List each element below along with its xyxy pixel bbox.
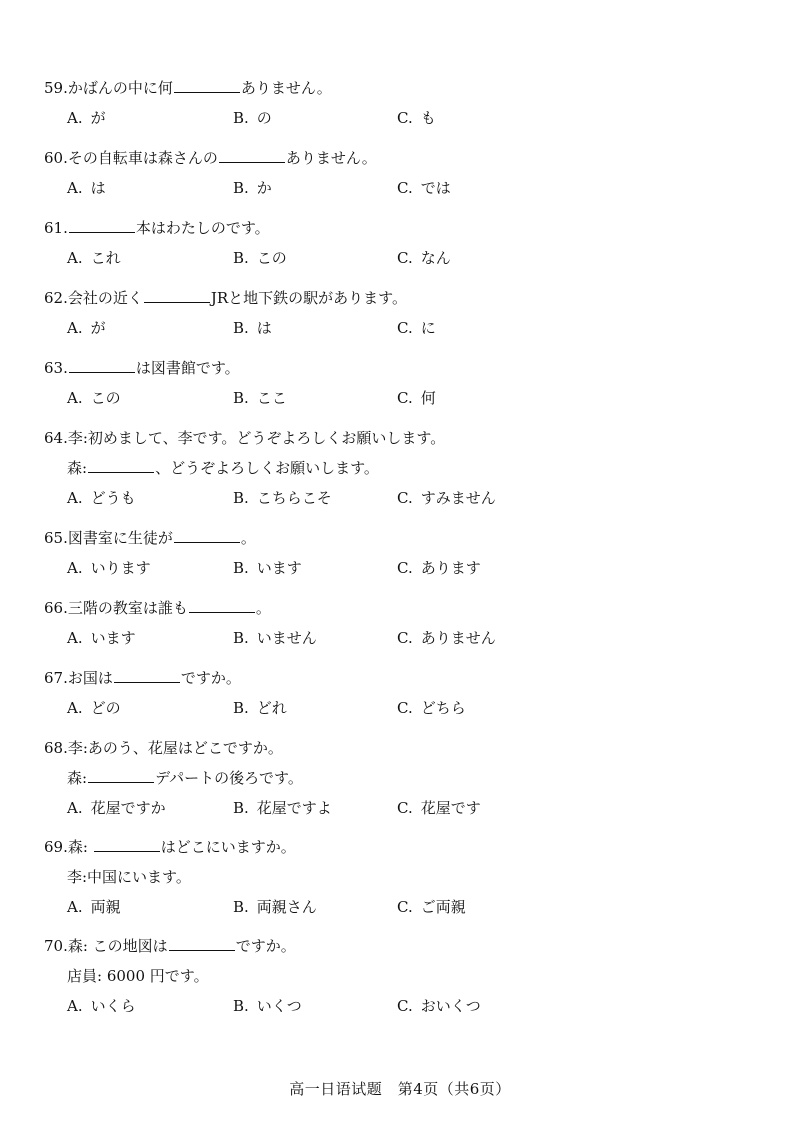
option-b: [233, 243, 287, 273]
option-text: いくつ: [256, 997, 302, 1015]
option-letter: B.: [233, 489, 249, 507]
option-letter: B.: [233, 997, 249, 1015]
answer-blank: [174, 526, 240, 543]
option-text: どの: [90, 699, 121, 717]
question-number: 69.: [44, 838, 68, 856]
question-number: 63.: [44, 359, 68, 377]
option-text: いません: [256, 629, 317, 647]
option-text: いくら: [90, 997, 136, 1015]
option-text: どれ: [256, 699, 287, 717]
option-text: います: [256, 559, 302, 577]
option-a: [67, 553, 151, 583]
stem-text: デパートの後ろです。: [155, 769, 303, 787]
option-text: こちらこそ: [256, 489, 332, 507]
answer-options: [44, 553, 764, 583]
stem-text: 三階の教室は誰も: [67, 599, 188, 617]
question-stem: [44, 832, 764, 862]
option-a: [67, 623, 136, 653]
question-stem: [44, 663, 764, 693]
stem-text: 店員: 6000 円です。: [67, 967, 209, 985]
stem-text: ですか。: [180, 669, 241, 687]
option-letter: C.: [397, 319, 413, 337]
option-a: [67, 793, 166, 823]
option-a: [67, 693, 121, 723]
option-a: [67, 383, 121, 413]
option-text: おいくつ: [420, 997, 481, 1015]
option-b: [233, 892, 317, 922]
option-letter: A.: [67, 629, 83, 647]
answer-options: [44, 892, 764, 922]
option-letter: B.: [233, 179, 249, 197]
option-letter: C.: [397, 249, 413, 267]
question-number: 66.: [44, 599, 68, 617]
option-b: [233, 383, 287, 413]
option-text: 何: [420, 389, 436, 407]
answer-blank: [144, 286, 210, 303]
stem-text: ありません。: [240, 79, 332, 97]
option-letter: A.: [67, 489, 83, 507]
option-a: [67, 313, 106, 343]
option-c: [397, 103, 436, 133]
option-a: [67, 991, 136, 1021]
option-text: どうも: [90, 489, 136, 507]
option-text: では: [420, 179, 451, 197]
option-text: に: [420, 319, 436, 337]
option-text: の: [256, 109, 272, 127]
stem-text: 、どうぞよろしくお願いします。: [155, 459, 379, 477]
answer-blank: [114, 666, 180, 683]
option-letter: B.: [233, 559, 249, 577]
option-a: [67, 103, 106, 133]
option-letter: C.: [397, 629, 413, 647]
question-number: 64.: [44, 429, 68, 447]
answer-options: [44, 173, 764, 203]
answer-blank: [69, 356, 135, 373]
option-letter: A.: [67, 319, 83, 337]
option-letter: C.: [397, 489, 413, 507]
option-text: います: [90, 629, 136, 647]
question-number: 60.: [44, 149, 68, 167]
stem-text: は図書館です。: [135, 359, 240, 377]
option-c: [397, 623, 496, 653]
option-letter: C.: [397, 799, 413, 817]
question-stem: [44, 931, 764, 961]
option-c: [397, 892, 466, 922]
answer-blank: [88, 766, 154, 783]
option-text: 花屋ですよ: [256, 799, 332, 817]
option-letter: A.: [67, 249, 83, 267]
question-68: [44, 733, 764, 823]
option-text: 花屋ですか: [90, 799, 166, 817]
stem-text: ですか。: [235, 937, 296, 955]
option-letter: C.: [397, 109, 413, 127]
option-b: [233, 991, 302, 1021]
answer-blank: [88, 456, 154, 473]
option-letter: C.: [397, 179, 413, 197]
option-letter: A.: [67, 109, 83, 127]
question-stem: [44, 353, 764, 383]
option-text: ここ: [256, 389, 287, 407]
option-c: [397, 483, 496, 513]
option-letter: B.: [233, 629, 249, 647]
question-stem: [44, 733, 764, 763]
option-text: この: [90, 389, 121, 407]
option-a: [67, 483, 136, 513]
question-number: 65.: [44, 529, 68, 547]
stem-text: はどこにいますか。: [160, 838, 296, 856]
answer-blank: [174, 76, 240, 93]
stem-text: 李:初めまして、李です。どうぞよろしくお願いします。: [67, 429, 446, 447]
option-c: [397, 693, 466, 723]
option-letter: A.: [67, 997, 83, 1015]
option-text: この: [256, 249, 287, 267]
option-letter: B.: [233, 389, 249, 407]
option-text: 花屋です: [420, 799, 481, 817]
question-64: [44, 423, 764, 513]
question-stem: [44, 593, 764, 623]
option-b: [233, 693, 287, 723]
answer-options: [44, 623, 764, 653]
option-a: [67, 892, 121, 922]
option-letter: C.: [397, 699, 413, 717]
option-c: [397, 313, 436, 343]
option-text: これ: [90, 249, 121, 267]
stem-text: お国は: [67, 669, 113, 687]
stem-text: 森:: [67, 769, 88, 787]
question-61: [44, 213, 764, 273]
answer-options: [44, 483, 764, 513]
question-59: [44, 73, 764, 133]
option-b: [233, 483, 332, 513]
option-text: 両親さん: [256, 898, 317, 916]
question-63: [44, 353, 764, 413]
option-letter: A.: [67, 559, 83, 577]
question-62: [44, 283, 764, 343]
question-60: [44, 143, 764, 203]
option-letter: B.: [233, 799, 249, 817]
option-text: なん: [420, 249, 451, 267]
question-number: 62.: [44, 289, 68, 307]
stem-text: 森: この地図は: [67, 937, 168, 955]
answer-options: [44, 383, 764, 413]
option-text: は: [90, 179, 106, 197]
option-a: [67, 243, 121, 273]
option-letter: A.: [67, 389, 83, 407]
option-letter: B.: [233, 898, 249, 916]
option-c: [397, 173, 451, 203]
question-number: 59.: [44, 79, 68, 97]
question-stem: [44, 213, 764, 243]
question-stem: [44, 423, 764, 453]
option-text: どちら: [420, 699, 466, 717]
stem-text: 李:あのう、花屋はどこですか。: [67, 739, 283, 757]
question-69: [44, 832, 764, 922]
answer-options: [44, 103, 764, 133]
answer-blank: [169, 934, 235, 951]
question-stem: [44, 73, 764, 103]
option-text: が: [90, 109, 106, 127]
answer-options: [44, 991, 764, 1021]
option-letter: A.: [67, 898, 83, 916]
stem-text: 。: [255, 599, 271, 617]
answer-options: [44, 313, 764, 343]
stem-text: 。: [240, 529, 256, 547]
option-letter: B.: [233, 319, 249, 337]
question-70: [44, 931, 764, 1021]
question-number: 70.: [44, 937, 68, 955]
answer-blank: [189, 596, 255, 613]
option-text: が: [90, 319, 106, 337]
stem-text: ありません。: [285, 149, 377, 167]
answer-blank: [69, 216, 135, 233]
answer-options: [44, 693, 764, 723]
option-letter: B.: [233, 109, 249, 127]
option-c: [397, 553, 481, 583]
option-text: も: [420, 109, 436, 127]
stem-text: 本はわたしのです。: [135, 219, 270, 237]
stem-text: かばんの中に何: [67, 79, 173, 97]
option-text: 両親: [90, 898, 121, 916]
stem-text: その自転車は森さんの: [67, 149, 218, 167]
option-letter: C.: [397, 389, 413, 407]
answer-blank: [94, 835, 160, 852]
question-stem: [44, 143, 764, 173]
option-letter: B.: [233, 699, 249, 717]
question-stem-continued: [44, 862, 764, 892]
option-letter: C.: [397, 898, 413, 916]
answer-options: [44, 793, 764, 823]
answer-blank: [219, 146, 285, 163]
question-67: [44, 663, 764, 723]
option-letter: B.: [233, 249, 249, 267]
option-b: [233, 793, 332, 823]
page-footer: 高一日语试题 第4页（共6页）: [289, 1080, 511, 1098]
option-text: いります: [90, 559, 151, 577]
option-letter: A.: [67, 179, 83, 197]
question-66: [44, 593, 764, 653]
option-letter: C.: [397, 559, 413, 577]
option-letter: A.: [67, 799, 83, 817]
question-number: 61.: [44, 219, 68, 237]
stem-text: 図書室に生徒が: [67, 529, 173, 547]
answer-options: [44, 243, 764, 273]
option-b: [233, 553, 302, 583]
option-c: [397, 793, 481, 823]
stem-text: 李:中国にいます。: [67, 868, 191, 886]
option-text: ご両親: [420, 898, 466, 916]
question-number: 68.: [44, 739, 68, 757]
option-b: [233, 313, 272, 343]
question-stem: [44, 523, 764, 553]
option-letter: C.: [397, 997, 413, 1015]
stem-text: 森:: [67, 459, 88, 477]
stem-text: 会社の近く: [67, 289, 143, 307]
question-number: 67.: [44, 669, 68, 687]
option-b: [233, 623, 317, 653]
option-b: [233, 173, 272, 203]
question-stem-continued: [44, 453, 764, 483]
option-c: [397, 243, 451, 273]
option-a: [67, 173, 106, 203]
option-c: [397, 383, 436, 413]
question-stem-continued: [44, 763, 764, 793]
option-b: [233, 103, 272, 133]
question-stem: [44, 283, 764, 313]
question-65: [44, 523, 764, 583]
option-letter: A.: [67, 699, 83, 717]
option-text: あります: [420, 559, 481, 577]
option-text: ありません: [420, 629, 496, 647]
stem-text: JRと地下鉄の駅があります。: [210, 289, 407, 307]
stem-text: 森:: [67, 838, 93, 856]
option-c: [397, 991, 481, 1021]
option-text: すみません: [420, 489, 496, 507]
option-text: か: [256, 179, 272, 197]
question-stem-continued: [44, 961, 764, 991]
option-text: は: [256, 319, 272, 337]
